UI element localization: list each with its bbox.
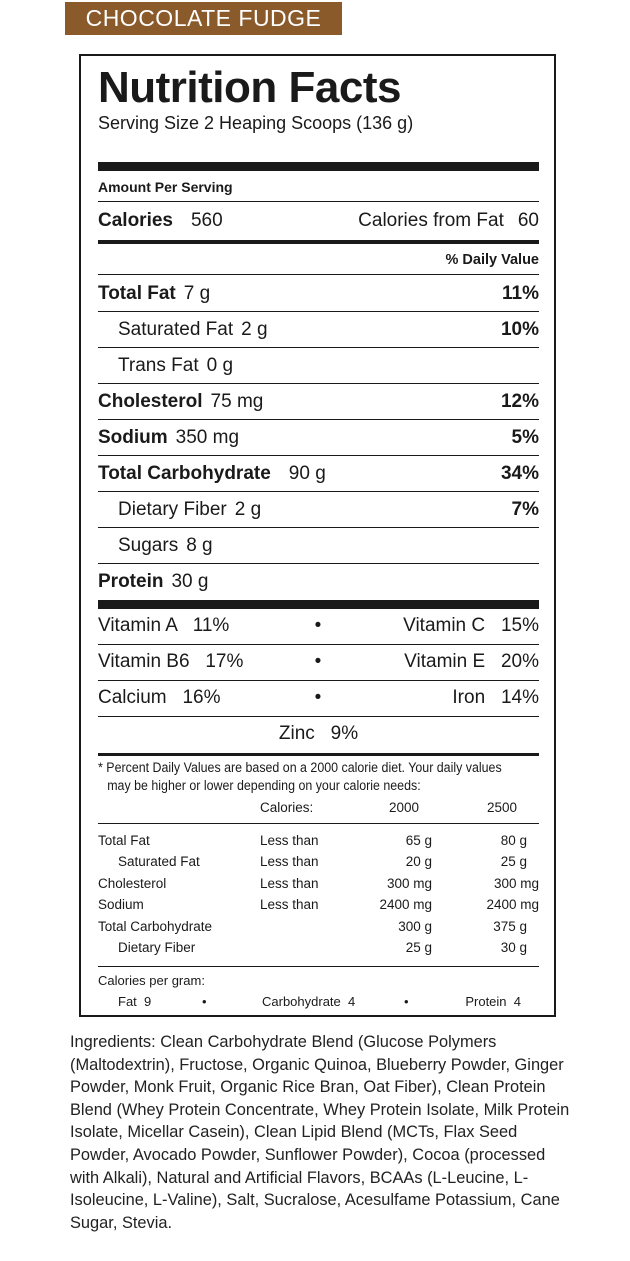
calories-row [98,206,539,236]
divider-medium [98,753,539,756]
vitamin-left: Vitamin B6 17% [98,651,244,672]
nutrient-dv: 10% [500,319,539,340]
nutrient-row-sodium [98,423,539,453]
nutrient-amount: 30 g [171,571,209,592]
table-cell: 20 g [405,854,432,869]
nutrient-amount: 0 g [206,355,234,376]
nutrient-dv: 7% [511,499,539,520]
table-cell: Total Fat [98,833,150,848]
table-header-calories: Calories: [260,800,314,815]
nutrient-row-total-carbohydrate [98,459,539,489]
calories-label: Calories [98,210,173,231]
table-cell: Dietary Fiber [118,940,196,955]
nutrient-dv: 12% [500,391,539,412]
table-cell: Less than [260,833,319,848]
cpg-protein: Protein 4 [465,994,521,1009]
table-cell: Less than [260,854,319,869]
table-header-2000: 2000 [388,800,419,815]
calories-from-fat-label: Calories from Fat [358,210,504,231]
table-cell: 375 g [493,919,527,934]
nutrient-label: Dietary Fiber [118,499,227,520]
dv-table-row [98,873,539,894]
nutrient-row-dietary-fiber [98,495,539,525]
table-cell: 300 g [398,919,432,934]
divider [98,644,539,645]
divider [98,274,539,275]
nutrient-label: Protein [98,571,164,592]
dv-table-row [98,894,539,915]
table-cell: 2400 mg [379,897,432,912]
nutrition-facts-panel [79,54,556,1017]
nutrient-amount: 75 mg [210,391,264,412]
divider-thick [98,600,539,609]
calories-value: 560 [190,210,223,231]
nutrient-amount: 2 g [241,319,268,340]
divider [98,823,539,824]
vitamin-row [98,683,539,713]
vitamin-left: Vitamin A 11% [98,615,230,636]
divider [98,311,539,312]
vitamin-row [98,611,539,641]
footnote [98,759,543,795]
nutrient-label: Saturated Fat [118,319,234,340]
divider [98,383,539,384]
table-cell: 300 mg [493,876,539,891]
nutrient-row-total-fat [98,279,539,309]
dv-table-header [98,797,539,818]
divider [98,491,539,492]
calories-from-fat-value: 60 [517,210,539,231]
cpg-carbohydrate: Carbohydrate 4 [262,994,356,1009]
vitamin-right: Iron 14% [452,687,539,708]
table-cell: 300 mg [386,876,432,891]
divider [98,347,539,348]
table-cell: 80 g [500,833,527,848]
nutrient-dv: 5% [511,427,539,448]
zinc-value: Zinc 9% [278,723,359,744]
nutrient-amount: 90 g [288,463,326,484]
footnote-line: may be higher or lower depending on your calorie needs: [107,778,421,793]
table-cell: 30 g [500,940,527,955]
table-cell: Sodium [98,897,144,912]
table-cell: Cholesterol [98,876,167,891]
divider [98,680,539,681]
nutrient-row-cholesterol [98,387,539,417]
divider-medium [98,240,539,244]
bullet: • [404,994,409,1009]
footnote-line: * Percent Daily Values are based on a 2000 calorie diet. Your daily values [98,760,502,775]
divider [98,716,539,717]
panel-title: Nutrition Facts [98,63,401,112]
nutrient-amount: 7 g [183,283,211,304]
cpg-fat: Fat 9 [118,994,152,1009]
bullet: • [202,994,207,1009]
divider [98,419,539,420]
amount-per-serving: Amount Per Serving [98,179,233,195]
vitamin-right: Vitamin E 20% [404,651,539,672]
divider-thick [98,162,539,171]
nutrient-label: Sodium [98,427,168,448]
table-cell: Total Carbohydrate [98,919,213,934]
nutrient-label: Trans Fat [118,355,199,376]
vitamin-left: Calcium 16% [98,687,221,708]
nutrient-label: Total Carbohydrate [98,463,271,484]
vitamin-row [98,647,539,677]
calories-per-gram-values [98,992,539,1012]
nutrient-amount: 350 mg [175,427,240,448]
bullet: • [314,615,322,636]
divider [98,201,539,202]
nutrient-row-saturated-fat [98,315,539,345]
flavor-tag: CHOCOLATE FUDGE [65,2,342,35]
divider [98,563,539,564]
ingredients-text [70,1031,570,1234]
table-cell: Less than [260,897,319,912]
nutrient-row-sugars [98,531,539,561]
ingredients-label: Ingredients: [70,1033,156,1051]
dv-table-row [98,916,539,937]
serving-size: Serving Size 2 Heaping Scoops (136 g) [98,113,414,133]
calories-per-gram [98,971,539,991]
divider [98,527,539,528]
table-cell: Less than [260,876,319,891]
divider [98,455,539,456]
dv-table-row [98,937,539,958]
divider [98,966,539,967]
nutrient-row-trans-fat [98,351,539,381]
nutrient-amount: 2 g [234,499,262,520]
table-cell: 25 g [405,940,432,955]
nutrient-label: Cholesterol [98,391,203,412]
table-cell: 2400 mg [486,897,539,912]
calories-per-gram-label: Calories per gram: [98,973,205,988]
daily-value-header: % Daily Value [445,252,539,268]
dv-table-row [98,830,539,851]
table-cell: 65 g [405,833,432,848]
table-cell: 25 g [500,854,527,869]
bullet: • [314,687,322,708]
nutrient-amount: 8 g [186,535,213,556]
ingredients-list: Clean Carbohydrate Blend (Glucose Polymers (Maltodextrin), Fructose, Organic Quinoa, Blueberry Powder, Ginger Powder, Monk Fruit, Organic Rice Bran, Oat Fiber), Clean Protein Blend (Whey Protein Concentrate, Whey Protein Isolate, Milk Protein Isolate, Micellar Casein), Clean Lipid Blend (MCTs, Flax Seed Powder, Avocado Powder, Sunflower Powder), Cocoa (processed with Alkali), Natural and Artificial Flavors, BCAAs (L-Leucine, L-Isoleucine, L-Valine), Salt, Sucralose, Acesulfame Potassium, Cane Sugar, Stevia. [70,1033,570,1232]
vitamin-right: Vitamin C 15% [403,615,539,636]
table-cell: Saturated Fat [118,854,200,869]
nutrient-label: Sugars [118,535,179,556]
nutrient-label: Total Fat [98,283,176,304]
table-header-2500: 2500 [486,800,517,815]
nutrient-dv: 11% [502,283,539,304]
nutrient-row-protein [98,567,539,597]
dv-table-row [98,851,539,872]
nutrient-dv: 34% [500,463,539,484]
bullet: • [314,651,322,672]
zinc-row [98,719,539,749]
